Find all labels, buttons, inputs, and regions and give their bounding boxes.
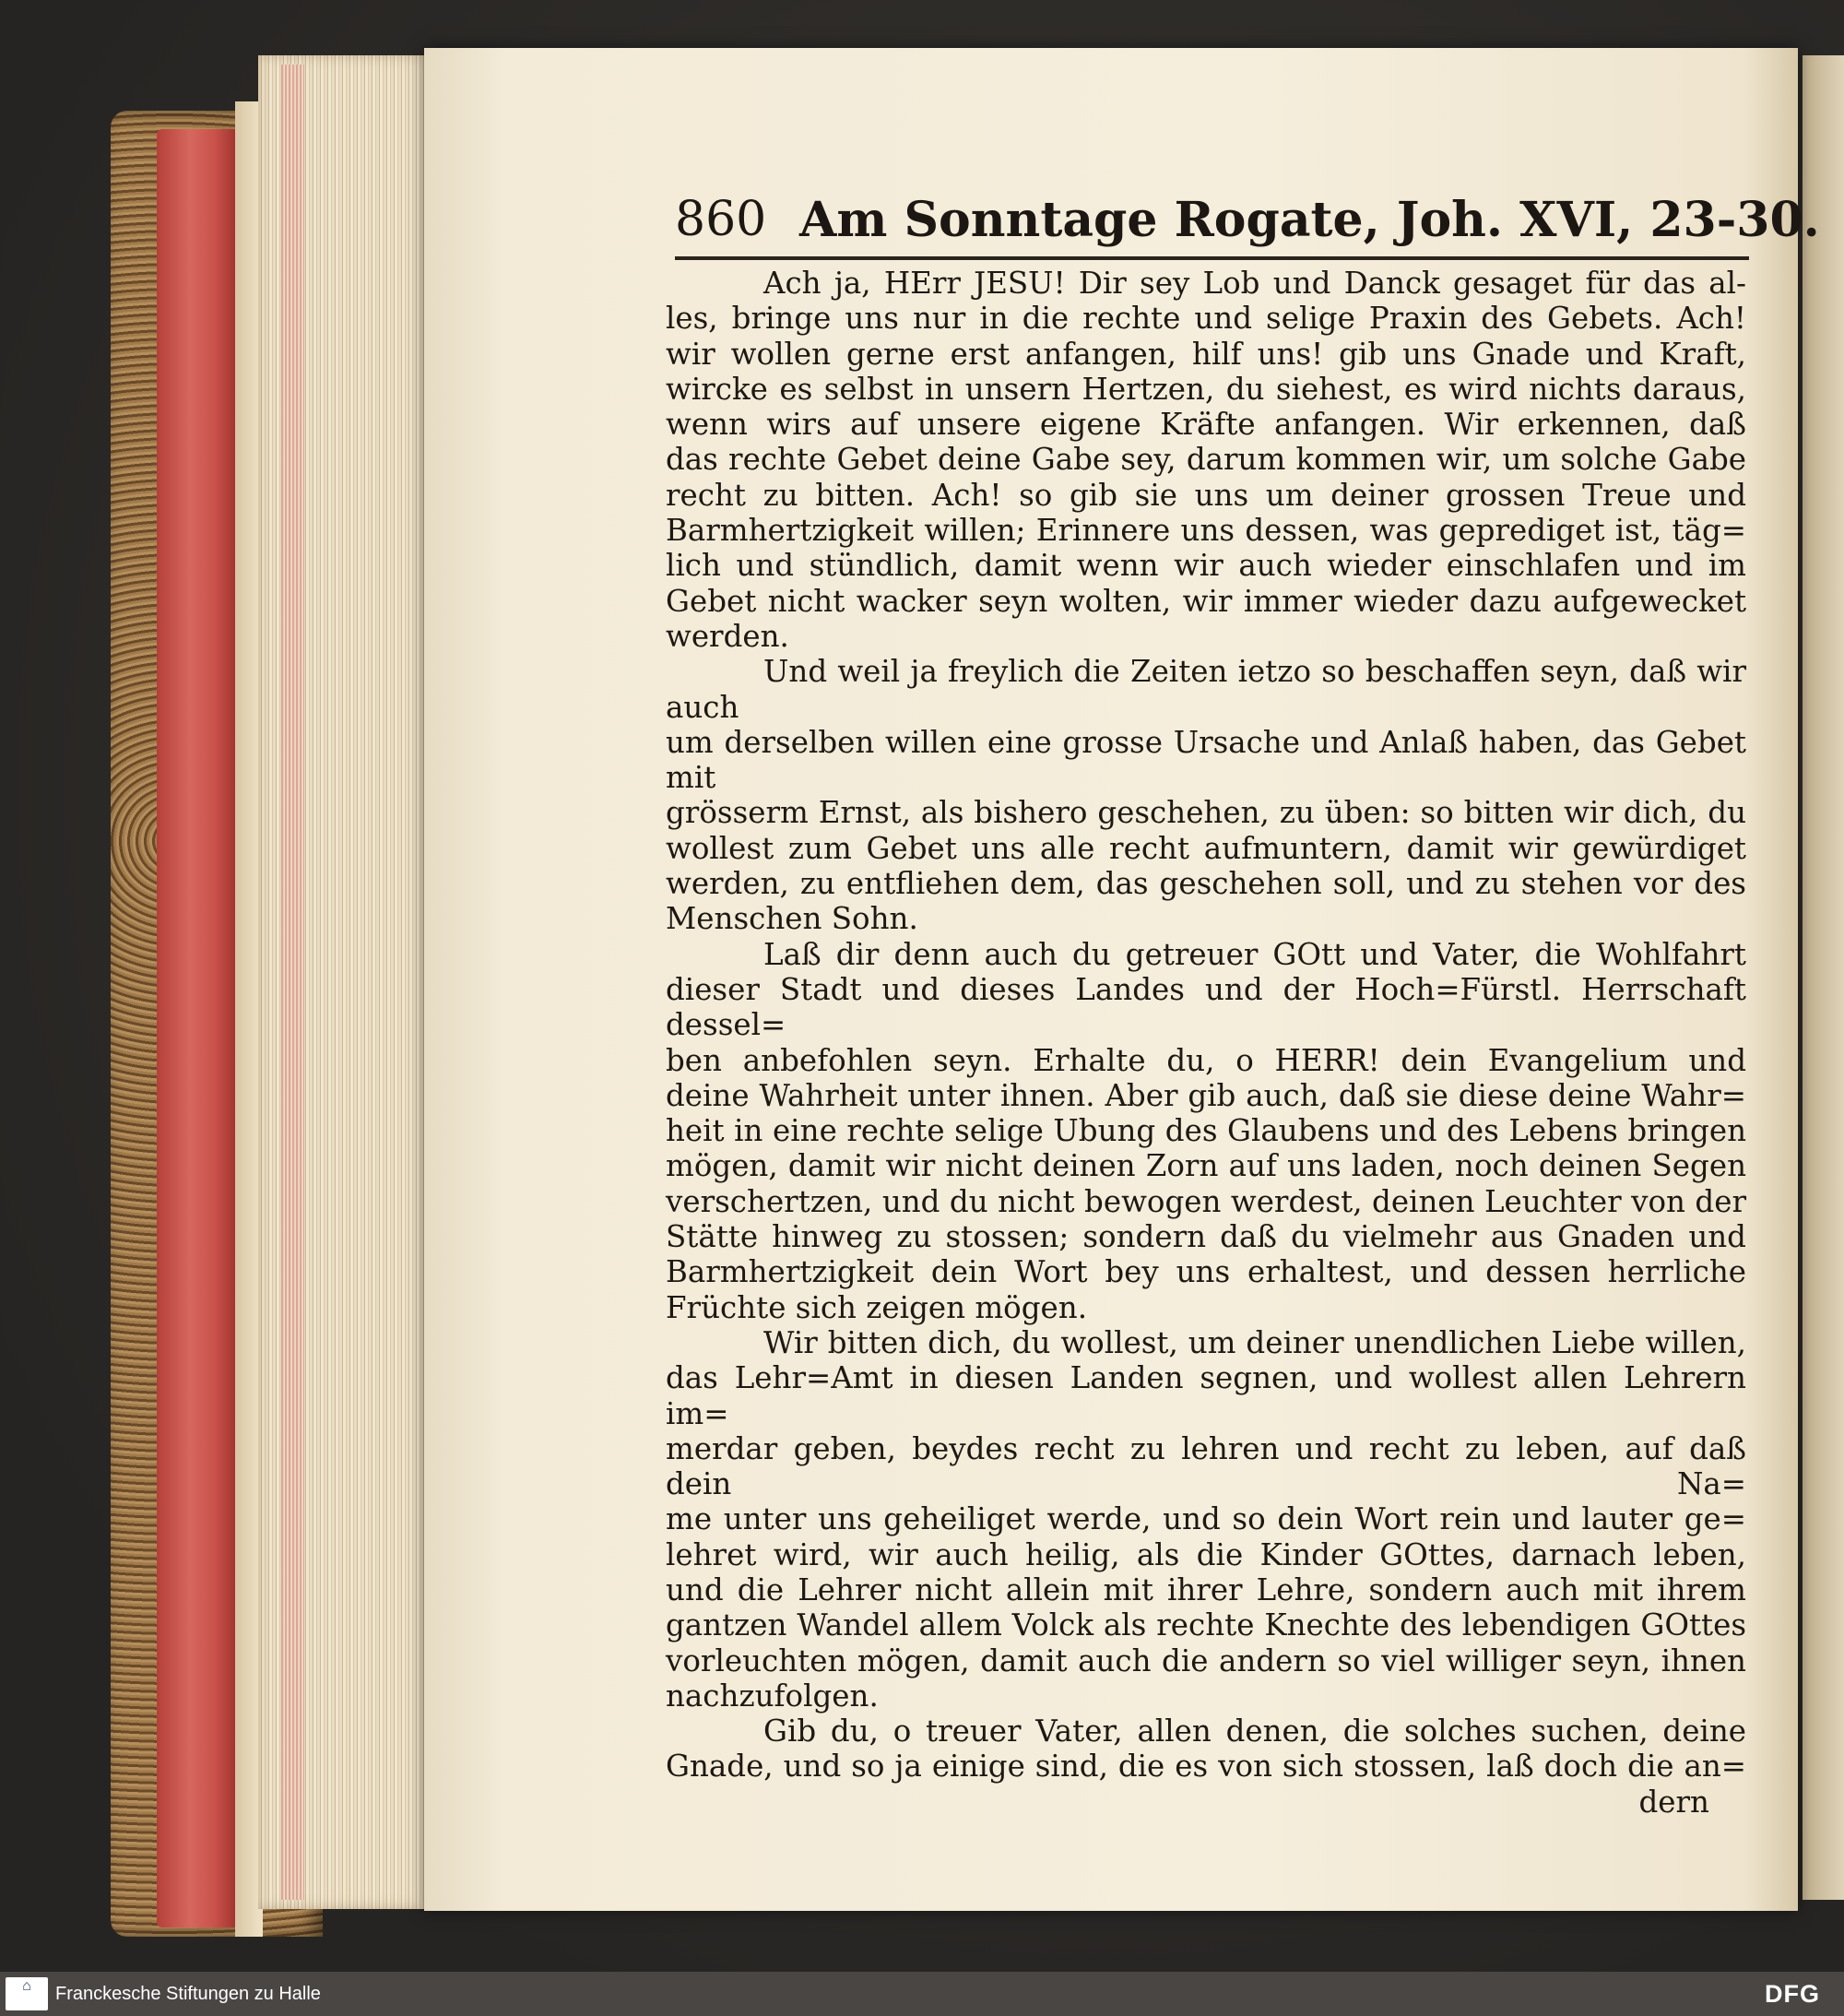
text-line: merdar geben, beydes recht zu lehren und recht zu leben, auf daß dein Na= (666, 1430, 1746, 1502)
text-line: Laß dir denn auch du getreuer GOtt und Vater, die Wohlfahrt (763, 936, 1746, 972)
text-line: wir wollen gerne erst anfangen, hilf uns! gib uns Gnade und Kraft, (666, 336, 1746, 372)
header-rule (675, 256, 1749, 260)
text-line: Ach ja, HErr JESU! Dir sey Lob und Danck gesaget für das al- (763, 266, 1746, 301)
text-line: Barmhertzigkeit willen; Erinnere uns dessen, was geprediget ist, täg= (666, 513, 1746, 549)
logo-emblem-icon: ⌂ (22, 1978, 31, 1994)
text-line: lehret wird, wir auch heilig, als die Kinder GOttes, darnach leben, (666, 1536, 1746, 1572)
text-line: gantzen Wandel allem Volck als rechte Knechte des lebendigen GOttes (666, 1607, 1746, 1643)
page-number: 860 (675, 192, 767, 247)
catchword: dern (1638, 1784, 1709, 1820)
text-line: Früchte sich zeigen mögen. (666, 1289, 1088, 1325)
text-line: recht zu bitten. Ach! so gib sie uns um deiner grossen Treue und (666, 477, 1746, 513)
viewer-footer (0, 1972, 1844, 2016)
text-line: wollest zum Gebet uns alle recht aufmuntern, damit wir gewürdiget (666, 830, 1746, 866)
text-line: wenn wirs auf unsere eigene Kräfte anfangen. Wir erkennen, daß (666, 407, 1746, 443)
body-text (666, 266, 1746, 1820)
text-line: ben anbefohlen seyn. Erhalte du, o HERR! dein Evangelium und (666, 1042, 1746, 1078)
dfg-logo[interactable]: DFG (1765, 1980, 1820, 2008)
text-line: Gib du, o treuer Vater, allen denen, die solches suchen, deine (763, 1714, 1746, 1749)
text-line: Und weil ja freylich die Zeiten ietzo so beschaffen seyn, daß wir auch (666, 654, 1746, 725)
text-line: vorleuchten mögen, damit auch die andern so viel williger seyn, ihnen (666, 1642, 1746, 1678)
text-line: me unter uns geheiliget werde, und so dein Wort rein und lauter ge= (666, 1501, 1746, 1537)
text-line: deine Wahrheit unter ihnen. Aber gib auch, daß sie diese deine Wahr= (666, 1077, 1746, 1113)
text-line: Barmhertzigkeit dein Wort bey uns erhaltest, und dessen herrliche (666, 1254, 1746, 1290)
text-line: werden. (666, 618, 789, 654)
text-line: grösserm Ernst, als bishero geschehen, zu üben: so bitten wir dich, du (666, 795, 1746, 831)
text-line: Wir bitten dich, du wollest, um deiner unendlichen Liebe willen, (763, 1324, 1746, 1360)
institution-logo[interactable] (6, 1977, 48, 2010)
text-line: verschertzen, und du nicht bewogen werdest, deinen Leuchter von der (666, 1183, 1746, 1219)
text-line: um derselben willen eine grosse Ursache und Anlaß haben, das Gebet mit (666, 724, 1746, 796)
text-line: mögen, damit wir nicht deinen Zorn auf uns laden, noch deinen Segen (666, 1148, 1746, 1184)
red-page-edge (157, 129, 240, 1927)
text-line: lich und stündlich, damit wenn wir auch wieder einschlafen und im (666, 548, 1746, 584)
text-line: werden, zu entfliehen dem, das geschehen soll, und zu stehen vor des (666, 866, 1746, 902)
text-line: nachzufolgen. (666, 1678, 879, 1714)
text-line: das Lehr=Amt in diesen Landen segnen, und wollest allen Lehrern im= (666, 1360, 1746, 1431)
text-line: Gebet nicht wacker seyn wolten, wir immer wieder dazu aufgewecket (666, 583, 1746, 619)
text-line: Stätte hinweg zu stossen; sondern daß du vielmehr aus Gnaden und (666, 1219, 1746, 1255)
text-line: wircke es selbst in unsern Hertzen, du siehest, es wird nichts daraus, (666, 371, 1746, 407)
text-line: und die Lehrer nicht allein mit ihrer Lehre, sondern auch mit ihrem (666, 1571, 1746, 1607)
page-header (675, 192, 1820, 255)
text-line: das rechte Gebet deine Gabe sey, darum kommen wir, um solche Gabe (666, 442, 1746, 478)
stacked-red-edges (281, 65, 304, 1900)
text-line: Menschen Sohn. (666, 901, 918, 937)
text-line: Gnade, und so ja einige sind, die es von sich stossen, laß doch die an= (666, 1749, 1746, 1785)
running-head: Am Sonntage Rogate, Joh. XVI, 23-30. (799, 192, 1820, 248)
text-line: heit in eine rechte selige Ubung des Glaubens und des Lebens bringen (666, 1113, 1746, 1149)
institution-name[interactable]: Franckesche Stiftungen zu Halle (55, 1984, 321, 2004)
facing-page-edge (1803, 55, 1844, 1900)
text-line: dieser Stadt und dieses Landes und der Hoch=Fürstl. Herrschaft dessel= (666, 971, 1746, 1043)
text-line: les, bringe uns nur in die rechte und selige Praxin des Gebets. Ach! (666, 301, 1746, 337)
